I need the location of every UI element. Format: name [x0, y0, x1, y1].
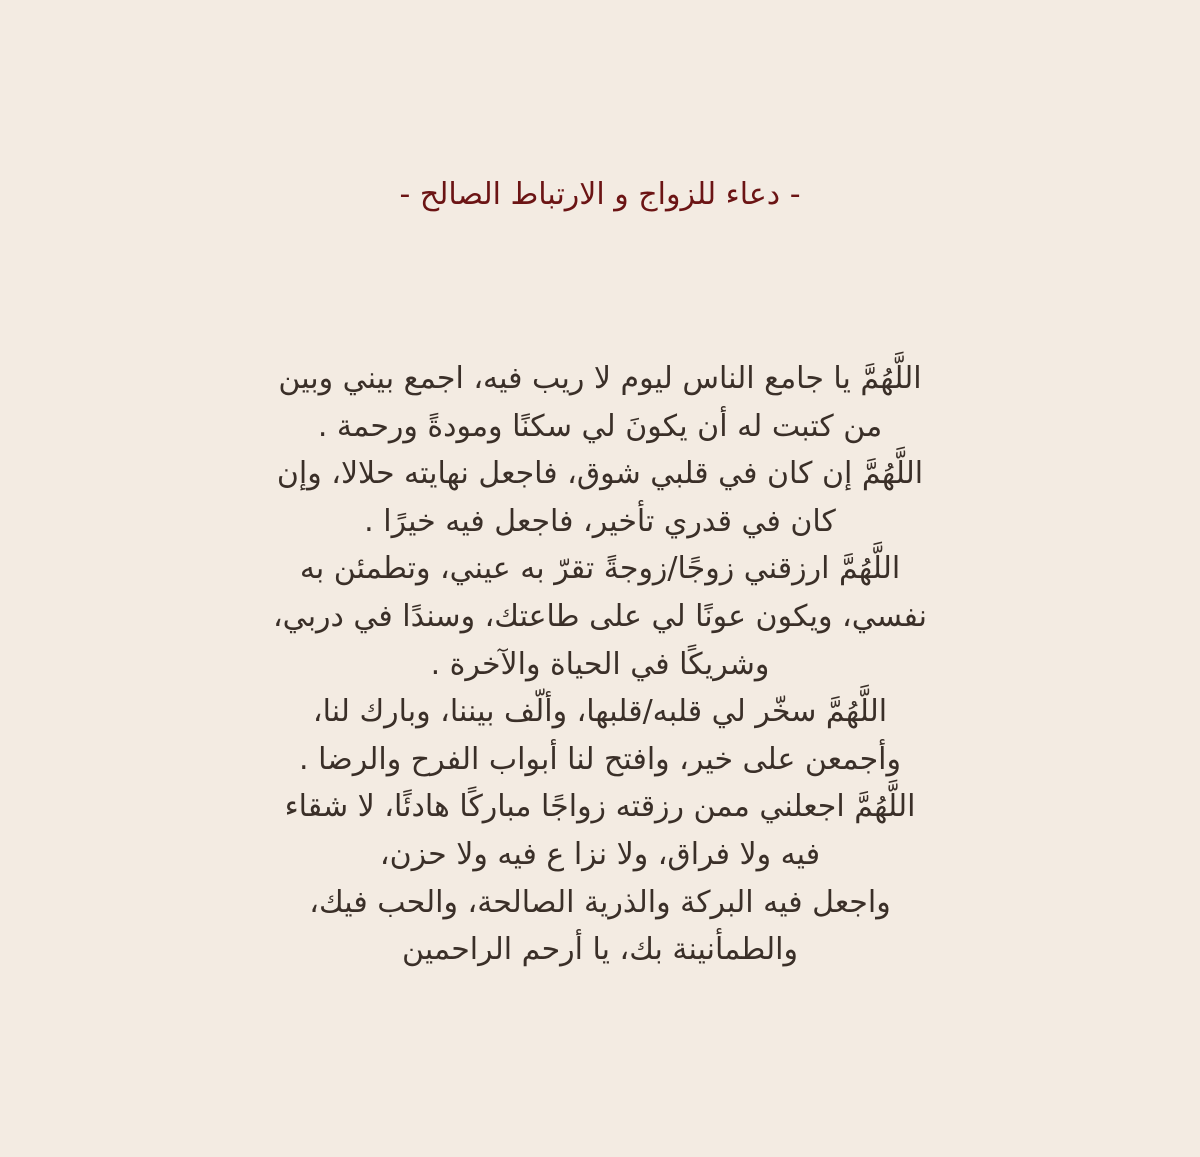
- dua-line: كان في قدري تأخير، فاجعل فيه خيرًا .: [364, 503, 836, 539]
- dua-line: اللَّهُمَّ اجعلني ممن رزقته زواجًا مباركًا هادئًا، لا شقاء: [284, 789, 916, 825]
- dua-line: من كتبت له أن يكونَ لي سكنًا ومودةً ورحمة .: [317, 408, 883, 444]
- page-title: - دعاء للزواج و الارتباط الصالح -: [399, 177, 801, 212]
- dua-line: والطمأنينة بك، يا أرحم الراحمين: [401, 932, 799, 968]
- dua-line: اللَّهُمَّ سخّر لي قلبه/قلبها، وألّف بيننا، وبارك لنا،: [312, 694, 888, 730]
- dua-text: [200, 355, 1000, 974]
- dua-line: وشريكًا في الحياة والآخرة .: [430, 646, 770, 682]
- dua-line: فيه ولا فراق، ولا نزا ع فيه ولا حزن،: [379, 836, 821, 872]
- dua-line: وأجمعن على خير، وافتح لنا أبواب الفرح والرضا .: [299, 741, 901, 777]
- dua-line: واجعل فيه البركة والذرية الصالحة، والحب فيك،: [309, 884, 891, 920]
- dua-line: نفسي، ويكون عونًا لي على طاعتك، وسندًا في دربي،: [273, 598, 927, 634]
- dua-line: اللَّهُمَّ يا جامع الناس ليوم لا ريب فيه، اجمع بيني وبين: [278, 361, 922, 396]
- dua-line: اللَّهُمَّ إن كان في قلبي شوق، فاجعل نهايته حلالا، وإن: [276, 456, 924, 492]
- dua-line: اللَّهُمَّ ارزقني زوجًا/زوجةً تقرّ به عيني، وتطمئن به: [299, 551, 901, 587]
